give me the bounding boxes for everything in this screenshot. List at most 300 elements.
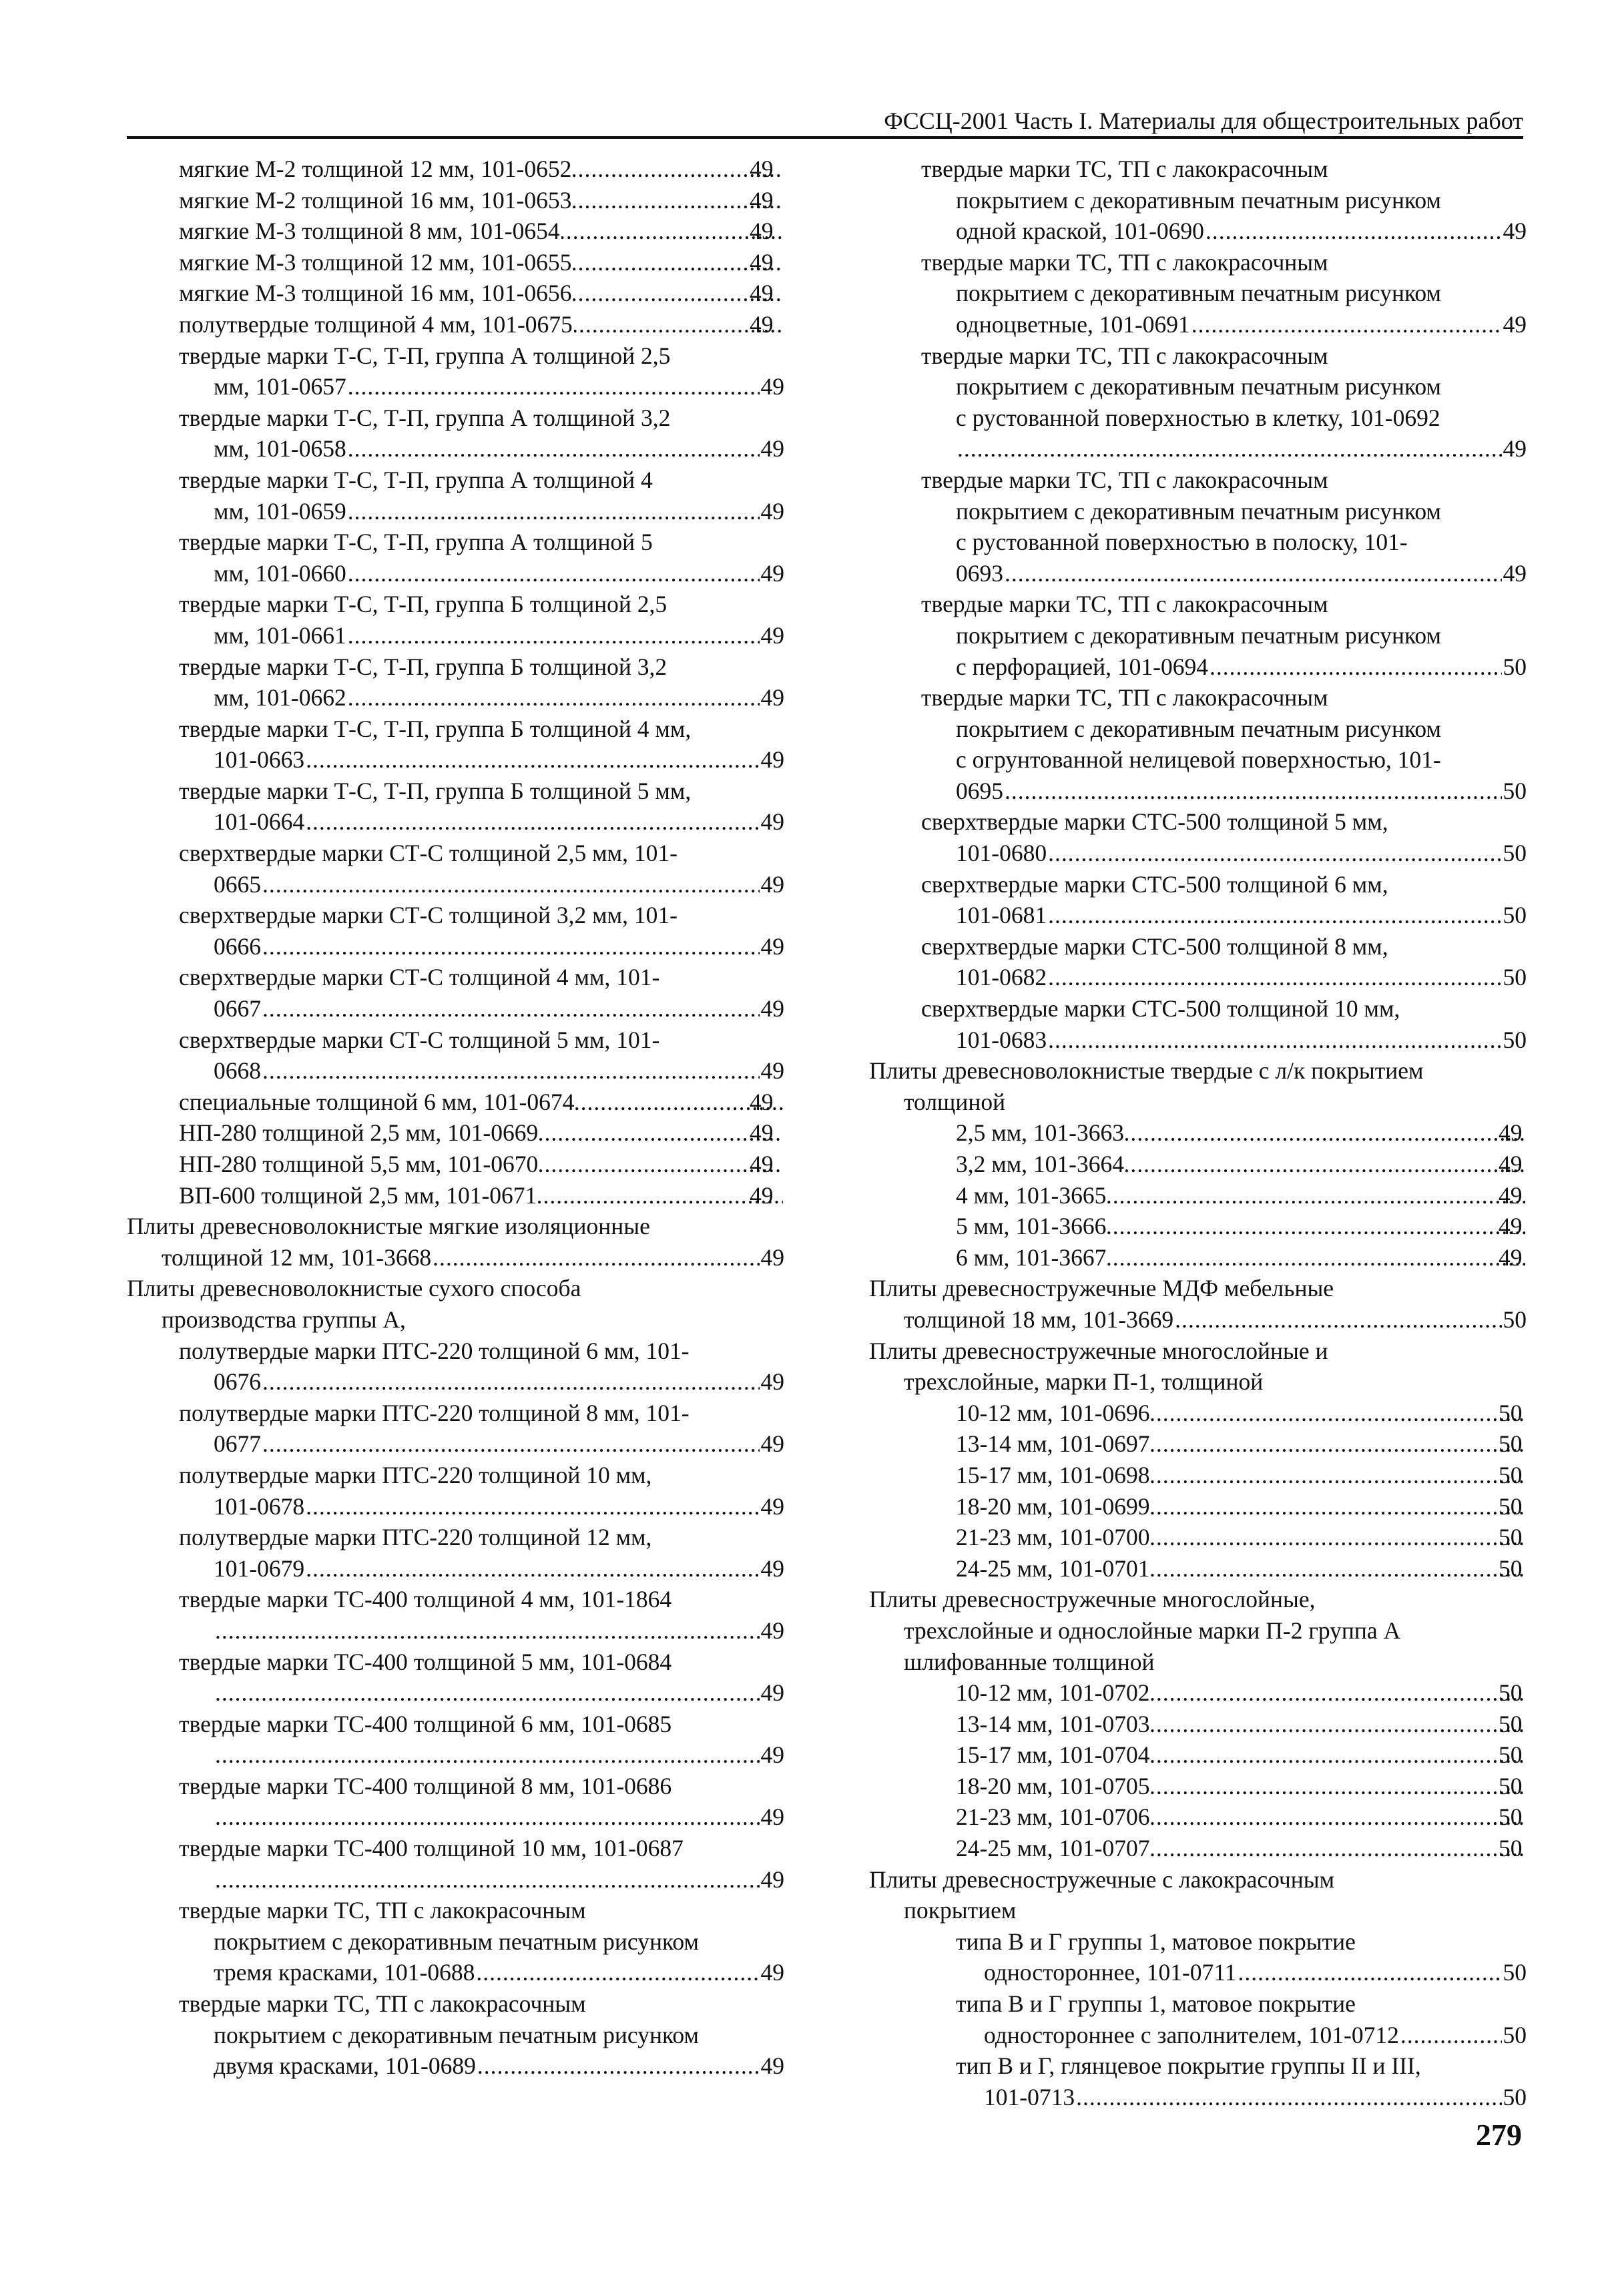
index-entry: мягкие М-3 толщиной 8 мм, 101-0654 ..... 49 <box>127 216 784 247</box>
dot-leader <box>1076 2082 1501 2113</box>
index-entry <box>869 1336 1527 1398</box>
index-entry: 3,2 мм, 101-3664 ..... 49 <box>869 1149 1527 1180</box>
index-entry <box>869 1988 1527 2050</box>
entry-text: 0668 <box>214 1057 261 1085</box>
index-entry: НП-280 толщиной 2,5 мм, 101-0669 ..... 49 <box>127 1117 784 1149</box>
page-number: 279 <box>1476 2118 1522 2152</box>
index-entry: НП-280 толщиной 5,5 мм, 101-0670 ..... 49 <box>127 1149 784 1180</box>
entry-text: 101-0682 <box>956 964 1047 991</box>
dot-leader <box>348 496 760 527</box>
dot-leader <box>1107 1180 1525 1211</box>
index-entry <box>127 962 784 1024</box>
index-entry <box>127 1584 784 1646</box>
entry-text-continued: покрытием с декоративным печатным рисунком <box>956 373 1441 400</box>
dot-leader <box>1191 309 1502 340</box>
entry-text: 101-0664 <box>214 808 305 836</box>
dot-leader <box>1205 216 1502 247</box>
entry-text: Плиты древесноволокнистые мягкие изоляционные <box>127 1213 650 1240</box>
index-entry <box>127 1522 784 1584</box>
index-entry: 21-23 мм, 101-0700 ..... 50 <box>869 1522 1527 1553</box>
entry-text: твердые марки Т-С, Т-П, группа Б толщиной 5 мм, <box>179 777 692 804</box>
entry-text: мягкие М-2 толщиной 16 мм, 101-0653 <box>179 186 572 214</box>
dot-leader <box>433 1242 759 1273</box>
entry-text: 101-0679 <box>214 1554 305 1582</box>
index-entry <box>127 776 784 838</box>
entry-last-line <box>214 993 784 1025</box>
entry-text: 5 мм, 101-3666 <box>956 1213 1107 1240</box>
entry-page-number: 50 <box>1503 964 1527 991</box>
entry-last-line <box>984 2082 1527 2113</box>
entry-text: специальные толщиной 6 мм, 101-0674 <box>179 1088 575 1115</box>
index-entry <box>127 1025 784 1087</box>
dot-leader <box>1151 1491 1525 1522</box>
entry-text-continued: покрытием с декоративным печатным рисунком <box>956 280 1441 307</box>
entry-text: сверхтвердые марки СТС-500 толщиной 5 мм, <box>921 808 1388 836</box>
dot-leader <box>1151 1801 1525 1833</box>
index-entry <box>127 1895 784 1988</box>
index-entry: 10-12 мм, 101-0696 ..... 50 <box>869 1398 1527 1429</box>
entry-text: мягкие М-3 толщиной 16 мм, 101-0656 <box>179 280 572 307</box>
entry-page-number: 49 <box>760 684 784 711</box>
entry-last-line <box>984 2020 1527 2051</box>
entry-last-line <box>214 1957 784 1988</box>
entry-text: сверхтвердые марки СТС-500 толщиной 6 мм, <box>921 870 1388 898</box>
entry-last-line <box>956 900 1527 931</box>
entry-text: 21-23 мм, 101-0706 <box>956 1803 1150 1831</box>
dot-leader <box>1151 1522 1525 1553</box>
entry-text: твердые марки ТС-400 толщиной 6 мм, 101-0685 <box>179 1710 672 1737</box>
index-entry: 24-25 мм, 101-0701 ..... 50 <box>869 1553 1527 1585</box>
entry-last-line <box>214 1615 784 1647</box>
entry-page-number: 49 <box>760 1057 784 1085</box>
entry-text: твердые марки ТС-400 толщиной 10 мм, 101-0687 <box>179 1835 684 1862</box>
entry-last-line <box>214 1677 784 1709</box>
entry-page-number: 50 <box>1503 1026 1527 1053</box>
entry-text: типа В и Г группы 1, матовое покрытие <box>956 1990 1356 2018</box>
entry-text: полутвердые марки ПТС-220 толщиной 6 мм, 101- <box>179 1337 690 1364</box>
entry-page-number: 49 <box>760 1554 784 1582</box>
index-entry <box>127 589 784 651</box>
entry-last-line <box>214 433 784 465</box>
entry-text: ВП-600 толщиной 2,5 мм, 101-0671 <box>179 1181 537 1209</box>
index-entry <box>127 651 784 713</box>
entry-text: Плиты древесностружечные с лакокрасочным <box>869 1866 1335 1893</box>
entry-page-number: 50 <box>1503 2021 1527 2048</box>
entry-text: Плиты древесноволокнистые сухого способа <box>127 1275 581 1302</box>
index-entry <box>127 340 784 402</box>
entry-page-number: 49 <box>760 497 784 525</box>
index-entry <box>127 1211 784 1273</box>
dot-leader <box>1005 776 1502 807</box>
dot-leader <box>348 682 760 713</box>
entry-text: сверхтвердые марки СТС-500 толщиной 10 мм, <box>921 995 1400 1023</box>
entry-text: тремя красками, 101-0688 <box>214 1959 475 1986</box>
index-entry <box>869 154 1527 247</box>
entry-last-line <box>214 931 784 962</box>
index-entry: 2,5 мм, 101-3663 ..... 49 <box>869 1117 1527 1149</box>
entry-text: сверхтвердые марки СТ-С толщиной 5 мм, 101- <box>179 1026 660 1053</box>
entry-page-number: 49 <box>1503 559 1527 587</box>
dot-leader <box>262 869 760 900</box>
entry-last-line <box>214 1366 784 1398</box>
entry-text: полутвердые марки ПТС-220 толщиной 12 мм, <box>179 1524 652 1551</box>
entry-page-number: 49 <box>760 1492 784 1520</box>
entry-text-continued: с огрунтованной нелицевой поверхностью, 101- <box>956 746 1441 774</box>
index-entry: 13-14 мм, 101-0703 ..... 50 <box>869 1709 1527 1740</box>
dot-leader <box>1210 651 1502 683</box>
entry-text: мм, 101-0660 <box>214 559 346 587</box>
entry-text: твердые марки ТС, ТП с лакокрасочным <box>921 466 1328 493</box>
dot-leader <box>215 1739 760 1771</box>
dot-leader <box>1151 1739 1525 1771</box>
dot-leader <box>1048 900 1501 931</box>
entry-text: твердые марки Т-С, Т-П, группа А толщиной 2,5 <box>179 342 671 369</box>
entry-text: Плиты древесностружечные МДФ мебельные <box>869 1275 1334 1302</box>
entry-text: мм, 101-0658 <box>214 435 346 463</box>
entry-text: 101-0713 <box>984 2083 1075 2110</box>
index-entry <box>869 247 1527 340</box>
entry-text: Плиты древесноволокнистые твердые с л/к покрытием <box>869 1057 1424 1085</box>
entry-last-line <box>956 962 1527 993</box>
entry-text: твердые марки ТС-400 толщиной 8 мм, 101-0686 <box>179 1772 672 1799</box>
entry-text-continued: трехслойные и однослойные марки П-2 группа А <box>904 1617 1401 1644</box>
dot-leader <box>538 1180 783 1211</box>
index-entry <box>127 713 784 776</box>
index-entry: мягкие М-3 толщиной 16 мм, 101-0656 ..... 49 <box>127 278 784 309</box>
index-entry <box>869 869 1527 931</box>
entry-text: твердые марки ТС, ТП с лакокрасочным <box>179 1897 586 1924</box>
entry-text: одностороннее, 101-0711 <box>984 1959 1237 1986</box>
entry-page-number: 49 <box>760 746 784 774</box>
entry-last-line <box>984 1957 1527 1988</box>
entry-text-continued: с рустованной поверхностью в клетку, 101-0692 <box>956 404 1440 431</box>
dot-leader <box>262 1428 760 1460</box>
entry-page-number: 49 <box>760 373 784 400</box>
entry-page-number: 49 <box>760 1959 784 1986</box>
dot-leader <box>1151 1677 1525 1709</box>
index-entry: ВП-600 толщиной 2,5 мм, 101-0671 ..... 49 <box>127 1180 784 1211</box>
entry-text: твердые марки ТС, ТП с лакокрасочным <box>921 591 1328 618</box>
entry-text: 2,5 мм, 101-3663 <box>956 1119 1125 1147</box>
entry-text-continued: с рустованной поверхностью в полоску, 101- <box>956 529 1408 556</box>
entry-text-continued: покрытием с декоративным печатным рисунком <box>956 715 1441 742</box>
entry-text: сверхтвердые марки СТ-С толщиной 2,5 мм, 101- <box>179 840 678 867</box>
entry-text: НП-280 толщиной 5,5 мм, 101-0670 <box>179 1151 539 1177</box>
index-entry <box>869 931 1527 993</box>
entry-text: одной краской, 101-0690 <box>956 218 1204 245</box>
entry-last-line <box>214 682 784 713</box>
entry-text: сверхтвердые марки СТС-500 толщиной 8 мм, <box>921 932 1388 960</box>
entry-text-continued: покрытием с декоративным печатным рисунком <box>956 497 1441 525</box>
entry-text: 6 мм, 101-3667 <box>956 1243 1107 1271</box>
dot-leader <box>539 1149 783 1180</box>
index-entry <box>869 1926 1527 1988</box>
dot-leader <box>957 433 1502 465</box>
entry-page-number: 50 <box>1503 840 1527 867</box>
entry-text: твердые марки Т-С, Т-П, группа А толщиной 3,2 <box>179 404 671 431</box>
index-entry: 21-23 мм, 101-0706 ..... 50 <box>869 1801 1527 1833</box>
entry-text: твердые марки Т-С, Т-П, группа Б толщиной 4 мм, <box>179 715 692 742</box>
index-entry <box>127 1833 784 1895</box>
dot-leader <box>1107 1211 1525 1242</box>
entry-text: 0665 <box>214 870 261 898</box>
entry-text: 101-0680 <box>956 840 1047 867</box>
entry-text: с перфорацией, 101-0694 <box>956 653 1208 680</box>
dot-leader <box>215 1615 760 1647</box>
entry-text-continued: покрытием с декоративным печатным рисунком <box>956 621 1441 649</box>
entry-text: 0676 <box>214 1368 261 1396</box>
index-entry <box>127 402 784 465</box>
entry-text: 18-20 мм, 101-0699 <box>956 1492 1150 1520</box>
index-entry: 6 мм, 101-3667 ..... 49 <box>869 1242 1527 1273</box>
index-entry <box>869 1584 1527 1677</box>
entry-text: 24-25 мм, 101-0701 <box>956 1554 1150 1582</box>
entry-last-line <box>214 869 784 900</box>
index-entry <box>869 993 1527 1055</box>
dot-leader <box>476 1957 759 1988</box>
index-entry: 18-20 мм, 101-0705 ..... 50 <box>869 1771 1527 1802</box>
entry-text: 10-12 мм, 101-0696 <box>956 1399 1150 1426</box>
entry-text: одностороннее с заполнителем, 101-0712 <box>984 2021 1399 2048</box>
entry-text: 24-25 мм, 101-0707 <box>956 1835 1150 1862</box>
entry-text: 0667 <box>214 995 261 1023</box>
entry-text: полутвердые марки ПТС-220 толщиной 8 мм, 101- <box>179 1399 690 1426</box>
dot-leader <box>215 1801 760 1833</box>
entry-text: твердые марки Т-С, Т-П, группа Б толщиной 3,2 <box>179 653 667 680</box>
entry-last-line: шлифованные толщиной <box>904 1648 1155 1675</box>
index-entry: 4 мм, 101-3665 ..... 49 <box>869 1180 1527 1211</box>
dot-leader <box>539 1117 783 1149</box>
entry-text: 13-14 мм, 101-0697 <box>956 1430 1150 1458</box>
dot-leader <box>306 806 759 838</box>
index-entry: 5 мм, 101-3666 ..... 49 <box>869 1211 1527 1242</box>
entry-text: 101-0681 <box>956 902 1047 929</box>
entry-last-line: производства группы А, <box>162 1306 406 1333</box>
entry-page-number: 49 <box>760 435 784 463</box>
entry-text-continued: покрытием с декоративным печатным рисунком <box>214 2021 699 2048</box>
index-entry <box>869 465 1527 589</box>
entry-text: твердые марки Т-С, Т-П, группа А толщиной 4 <box>179 466 653 493</box>
entry-text: полутвердые марки ПТС-220 толщиной 10 мм, <box>179 1461 652 1488</box>
entry-last-line <box>214 2050 784 2082</box>
entry-last-line <box>956 558 1527 589</box>
index-entry <box>869 682 1527 806</box>
entry-page-number: 49 <box>760 808 784 836</box>
entry-text: НП-280 толщиной 2,5 мм, 101-0669 <box>179 1119 539 1147</box>
dot-leader <box>1151 1553 1525 1585</box>
index-entry <box>127 1460 784 1522</box>
entry-text-continued: покрытием с декоративным печатным рисунком <box>214 1928 699 1955</box>
entry-page-number: 50 <box>1503 902 1527 929</box>
index-entry: 13-14 мм, 101-0697 ..... 50 <box>869 1428 1527 1460</box>
index-entry: 24-25 мм, 101-0707 ..... 50 <box>869 1833 1527 1864</box>
entry-text: 3,2 мм, 101-3664 <box>956 1151 1125 1177</box>
entry-text: 21-23 мм, 101-0700 <box>956 1524 1150 1551</box>
index-entry <box>869 806 1527 868</box>
index-entry <box>869 1055 1527 1117</box>
index-entry <box>127 1988 784 2082</box>
entry-text: мм, 101-0657 <box>214 373 346 400</box>
entry-last-line <box>904 1304 1527 1336</box>
dot-leader <box>1048 838 1501 869</box>
header-title: ФССЦ-2001 Часть I. Материалы для общестроительных работ <box>884 107 1523 134</box>
index-entry <box>869 2050 1527 2112</box>
entry-last-line <box>956 433 1527 465</box>
dot-leader <box>306 1491 759 1522</box>
entry-text: твердые марки ТС, ТП с лакокрасочным <box>921 156 1328 182</box>
entry-last-line <box>214 558 784 589</box>
dot-leader <box>1107 1242 1525 1273</box>
entry-page-number: 49 <box>760 1803 784 1831</box>
entry-text: твердые марки ТС, ТП с лакокрасочным <box>921 248 1328 276</box>
entry-page-number: 49 <box>760 2052 784 2080</box>
entry-page-number: 49 <box>1503 218 1527 245</box>
entry-text: толщиной 12 мм, 101-3668 <box>162 1243 432 1271</box>
entry-text: типа В и Г группы 1, матовое покрытие <box>956 1928 1356 1955</box>
entry-text: 4 мм, 101-3665 <box>956 1181 1107 1209</box>
dot-leader <box>1125 1149 1525 1180</box>
entry-text: 101-0663 <box>214 746 305 774</box>
entry-last-line <box>214 1739 784 1771</box>
index-column-left <box>127 154 784 2082</box>
entry-last-line <box>956 838 1527 869</box>
entry-page-number: 49 <box>760 621 784 649</box>
entry-text: мягкие М-3 толщиной 8 мм, 101-0654 <box>179 218 560 245</box>
entry-text: мм, 101-0661 <box>214 621 346 649</box>
index-entry <box>869 1273 1527 1335</box>
entry-last-line <box>162 1242 784 1273</box>
dot-leader <box>477 2050 760 2082</box>
dot-leader <box>348 371 760 402</box>
dot-leader <box>1005 558 1502 589</box>
index-entry: полутвердые толщиной 4 мм, 101-0675 ..... 49 <box>127 309 784 340</box>
entry-page-number: 50 <box>1503 653 1527 680</box>
entry-last-line <box>214 1055 784 1087</box>
entry-text: твердые марки ТС-400 толщиной 5 мм, 101-0684 <box>179 1648 672 1675</box>
entry-text: 0666 <box>214 932 261 960</box>
entry-text: Плиты древесностружечные многослойные и <box>869 1337 1328 1364</box>
index-entry: специальные толщиной 6 мм, 101-0674 ..... 49 <box>127 1087 784 1118</box>
index-entry <box>127 1398 784 1460</box>
dot-leader <box>1048 962 1501 993</box>
index-entry <box>127 1709 784 1771</box>
entry-text: твердые марки Т-С, Т-П, группа Б толщиной 2,5 <box>179 591 667 618</box>
dot-leader <box>1151 1833 1525 1864</box>
entry-last-line <box>214 744 784 776</box>
entry-page-number: 49 <box>760 1741 784 1769</box>
index-entry <box>127 900 784 962</box>
entry-page-number: 49 <box>760 995 784 1023</box>
index-entry: мягкие М-3 толщиной 12 мм, 101-0655 ..... 49 <box>127 247 784 278</box>
entry-last-line <box>214 1801 784 1833</box>
entry-text: сверхтвердые марки СТ-С толщиной 4 мм, 101- <box>179 964 660 991</box>
entry-last-line <box>214 620 784 651</box>
entry-text: 15-17 мм, 101-0698 <box>956 1461 1150 1488</box>
entry-page-number: 49 <box>760 1368 784 1396</box>
entry-page-number: 50 <box>1503 2083 1527 2110</box>
entry-text: мягкие М-3 толщиной 12 мм, 101-0655 <box>179 248 572 276</box>
entry-text: твердые марки Т-С, Т-П, группа А толщиной 5 <box>179 529 653 556</box>
entry-text: 0693 <box>956 559 1003 587</box>
dot-leader <box>1400 2020 1502 2051</box>
entry-text: тип В и Г, глянцевое покрытие группы II и III, <box>956 2052 1421 2080</box>
index-entry <box>127 1771 784 1833</box>
entry-last-line: покрытием <box>904 1897 1017 1924</box>
index-entry: мягкие М-2 толщиной 12 мм, 101-0652 ..... 49 <box>127 154 784 185</box>
entry-last-line <box>956 1025 1527 1056</box>
entry-last-line <box>214 371 784 402</box>
entry-text: мм, 101-0659 <box>214 497 346 525</box>
index-entry <box>127 1273 784 1335</box>
dot-leader <box>1175 1304 1501 1336</box>
entry-text: 13-14 мм, 101-0703 <box>956 1710 1150 1737</box>
dot-leader <box>262 931 760 962</box>
entry-text: полутвердые толщиной 4 мм, 101-0675 <box>179 310 573 338</box>
entry-page-number: 49 <box>760 559 784 587</box>
index-entry <box>127 465 784 527</box>
dot-leader <box>262 1055 760 1087</box>
dot-leader <box>348 433 760 465</box>
index-entry: мягкие М-2 толщиной 16 мм, 101-0653 ..... 49 <box>127 185 784 216</box>
entry-page-number: 49 <box>760 932 784 960</box>
dot-leader <box>1151 1771 1525 1802</box>
dot-leader <box>1151 1709 1525 1740</box>
entry-page-number: 49 <box>760 1243 784 1271</box>
entry-page-number: 49 <box>760 1866 784 1893</box>
dot-leader <box>1151 1428 1525 1460</box>
entry-text: двумя красками, 101-0689 <box>214 2052 476 2080</box>
entry-text: 0695 <box>956 777 1003 804</box>
entry-last-line <box>956 309 1527 340</box>
entry-text: твердые марки ТС, ТП с лакокрасочным <box>921 342 1328 369</box>
entry-page-number: 49 <box>760 1679 784 1707</box>
running-header <box>127 100 1523 139</box>
dot-leader <box>348 620 760 651</box>
dot-leader <box>215 1677 760 1709</box>
entry-last-line <box>214 496 784 527</box>
dot-leader <box>348 558 760 589</box>
dot-leader <box>306 744 759 776</box>
entry-text: 18-20 мм, 101-0705 <box>956 1772 1150 1799</box>
index-entry <box>869 1864 1527 1926</box>
dot-leader <box>1048 1025 1501 1056</box>
entry-text: твердые марки ТС, ТП с лакокрасочным <box>179 1990 586 2018</box>
entry-last-line <box>214 1428 784 1460</box>
entry-page-number: 50 <box>1503 1959 1527 1986</box>
index-entry <box>127 1336 784 1398</box>
entry-page-number: 49 <box>760 870 784 898</box>
index-entry: 15-17 мм, 101-0698 ..... 50 <box>869 1460 1527 1491</box>
dot-leader <box>1151 1398 1525 1429</box>
entry-text-continued: покрытием с декоративным печатным рисунком <box>956 186 1441 214</box>
entry-last-line <box>214 1491 784 1522</box>
entry-page-number: 49 <box>1503 310 1527 338</box>
entry-last-line <box>956 776 1527 807</box>
dot-leader <box>1151 1460 1525 1491</box>
entry-page-number: 49 <box>760 1617 784 1644</box>
entry-last-line <box>214 1553 784 1585</box>
dot-leader <box>262 993 760 1025</box>
dot-leader <box>1238 1957 1502 1988</box>
entry-text: толщиной 18 мм, 101-3669 <box>904 1306 1174 1333</box>
index-entry: 18-20 мм, 101-0699 ..... 50 <box>869 1491 1527 1522</box>
entry-text: 0677 <box>214 1430 261 1458</box>
entry-text: твердые марки ТС, ТП с лакокрасочным <box>921 684 1328 711</box>
entry-page-number: 49 <box>760 1430 784 1458</box>
entry-text: Плиты древесностружечные многослойные, <box>869 1586 1316 1613</box>
index-entry <box>127 527 784 589</box>
entry-last-line <box>956 216 1527 247</box>
